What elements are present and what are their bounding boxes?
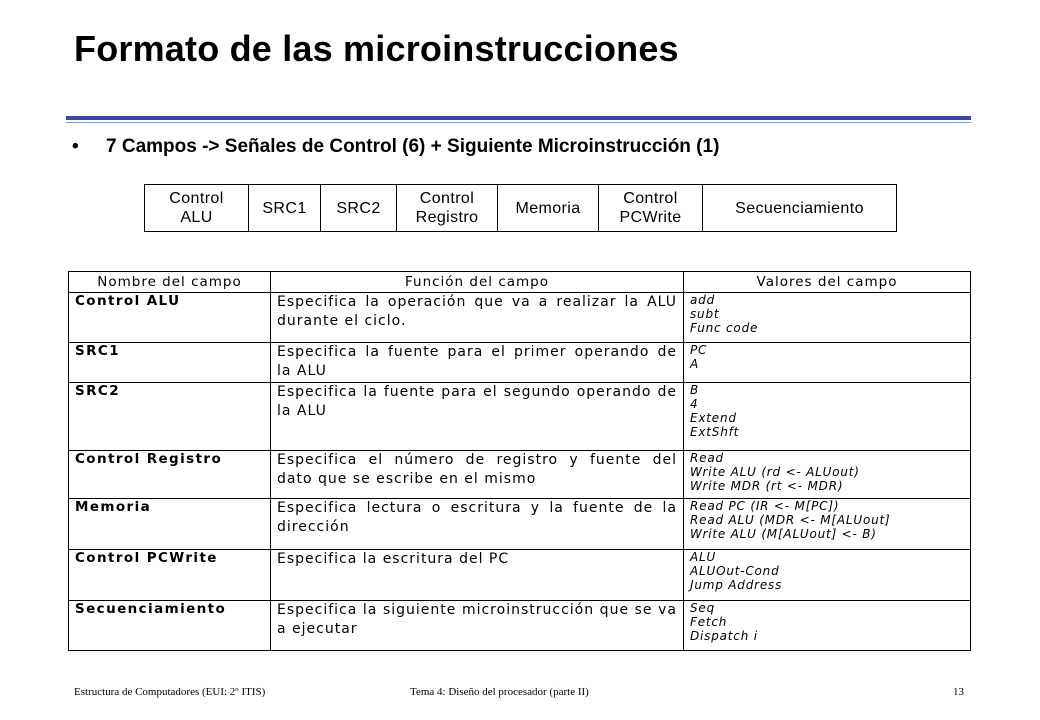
field-value: ALU — [690, 550, 717, 564]
field-value: Read — [690, 451, 724, 465]
field-value: Read PC (IR <- M[PC]) — [690, 499, 840, 513]
field-control-alu: Control ALU — [145, 185, 249, 231]
field-name: Memoria — [69, 499, 271, 550]
fields-table — [68, 271, 971, 651]
field-function: Especifica la fuente para el segundo operando de la ALU — [271, 383, 684, 451]
field-value: B — [690, 383, 700, 397]
field-name: SRC2 — [69, 383, 271, 451]
field-value: Write ALU (M[ALUout] <- B) — [690, 527, 877, 541]
field-value: Extend — [690, 411, 737, 425]
field-values — [684, 383, 971, 451]
field-values — [684, 499, 971, 550]
field-value: add — [690, 293, 715, 307]
header-funcion: Función del campo — [271, 272, 684, 293]
footer-topic: Tema 4: Diseño del procesador (parte II) — [410, 686, 589, 698]
field-value: Read ALU (MDR <- M[ALUout] — [690, 513, 891, 527]
microinstruction-fields-diagram — [144, 184, 897, 232]
title-divider-thin — [66, 122, 971, 123]
field-memoria: Memoria — [498, 185, 599, 231]
field-value: ALUOut-Cond — [690, 564, 780, 578]
field-control-pcwrite: Control PCWrite — [599, 185, 703, 231]
field-value: Jump Address — [690, 578, 783, 592]
field-values — [684, 343, 971, 383]
field-value: Write ALU (rd <- ALUout) — [690, 465, 860, 479]
field-value: PC — [690, 343, 708, 357]
field-name: Control PCWrite — [69, 550, 271, 601]
table-row — [69, 550, 971, 601]
table-row — [69, 601, 971, 651]
field-function: Especifica la escritura del PC — [271, 550, 684, 601]
field-src1: SRC1 — [249, 185, 321, 231]
table-row — [69, 499, 971, 550]
table-row — [69, 383, 971, 451]
header-valores: Valores del campo — [684, 272, 971, 293]
field-name: Control ALU — [69, 293, 271, 343]
field-values — [684, 601, 971, 651]
field-value: A — [690, 357, 700, 371]
field-values — [684, 550, 971, 601]
bullet-point — [72, 136, 719, 158]
field-src2: SRC2 — [321, 185, 397, 231]
bullet-icon: • — [72, 136, 79, 157]
field-function: Especifica lectura o escritura y la fuente de la dirección — [271, 499, 684, 550]
field-function: Especifica la operación que va a realizar la ALU durante el ciclo. — [271, 293, 684, 343]
field-values — [684, 451, 971, 499]
table-row — [69, 451, 971, 499]
field-control-registro: Control Registro — [397, 185, 498, 231]
field-value: subt — [690, 307, 720, 321]
footer-page-number: 13 — [953, 686, 964, 698]
bullet-text: 7 Campos -> Señales de Control (6) + Siguiente Microinstrucción (1) — [106, 136, 720, 157]
footer-course: Estructura de Computadores (EUI: 2º ITIS) — [74, 686, 266, 698]
title-divider — [66, 116, 971, 120]
header-nombre: Nombre del campo — [69, 272, 271, 293]
field-name: Secuenciamiento — [69, 601, 271, 651]
field-function: Especifica la fuente para el primer operando de la ALU — [271, 343, 684, 383]
field-function: Especifica el número de registro y fuente del dato que se escribe en el mismo — [271, 451, 684, 499]
slide-title: Formato de las microinstrucciones — [74, 28, 679, 69]
field-value: Dispatch i — [690, 629, 758, 643]
field-value: Fetch — [690, 615, 728, 629]
field-values — [684, 293, 971, 343]
table-row — [69, 343, 971, 383]
field-function: Especifica la siguiente microinstrucción que se va a ejecutar — [271, 601, 684, 651]
table-row — [69, 293, 971, 343]
field-value: Write MDR (rt <- MDR) — [690, 479, 844, 493]
field-name: Control Registro — [69, 451, 271, 499]
table-header-row — [69, 272, 971, 293]
field-secuenciamiento: Secuenciamiento — [735, 199, 864, 217]
field-value: 4 — [690, 397, 699, 411]
field-value: Func code — [690, 321, 759, 335]
field-value: ExtShft — [690, 425, 740, 439]
field-name: SRC1 — [69, 343, 271, 383]
field-value: Seq — [690, 601, 716, 615]
